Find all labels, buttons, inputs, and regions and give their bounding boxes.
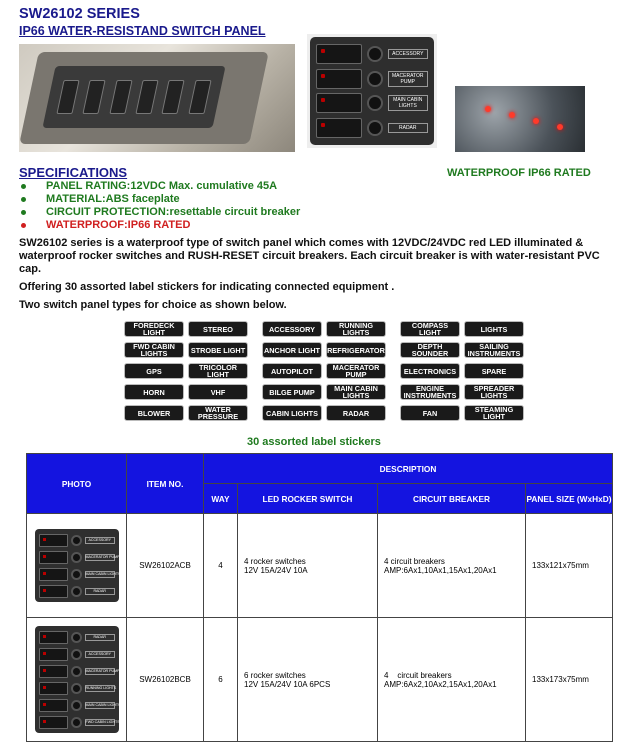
rocker-switch bbox=[39, 568, 68, 581]
bullet-icon bbox=[21, 210, 26, 215]
header-way: WAY bbox=[204, 484, 238, 514]
label-sticker: COMPASS LIGHT bbox=[400, 321, 460, 337]
spec-item: MATERIAL:ABS faceplate bbox=[21, 193, 300, 206]
circuit-breaker: 4 circuit breakers AMP:6Ax1,10Ax1,15Ax1,20Ax1 bbox=[378, 514, 526, 618]
mini-switch-row bbox=[39, 698, 121, 712]
mini-switch-row bbox=[39, 664, 120, 678]
bullet-icon bbox=[21, 184, 26, 189]
label-sticker: ACCESSORY bbox=[262, 321, 322, 337]
panel-label: ACCESSORY bbox=[85, 537, 115, 544]
panel-label: MAIN CABIN LIGHTS bbox=[85, 702, 121, 707]
label-sticker: STROBE LIGHT bbox=[188, 342, 248, 358]
led-rocker-switch: 6 rocker switches 12V 15A/24V 10A 6PCS bbox=[238, 618, 378, 742]
label-sticker: FWD CABIN LIGHTS bbox=[124, 342, 184, 358]
header-item-no: ITEM NO. bbox=[127, 454, 204, 514]
spec-item: PANEL RATING:12VDC Max. cumulative 45A bbox=[21, 180, 300, 193]
label-sticker: FAN bbox=[400, 405, 460, 421]
boat-installation-photo bbox=[19, 44, 295, 152]
label-sticker: CABIN LIGHTS bbox=[262, 405, 322, 421]
panel-label: MAIN CABIN LIGHTS bbox=[85, 571, 121, 576]
header-description: DESCRIPTION bbox=[204, 454, 613, 484]
circuit-breaker-knob bbox=[71, 666, 82, 677]
rocker-switch bbox=[39, 682, 68, 695]
label-sticker: MAIN CABIN LIGHTS bbox=[326, 384, 386, 400]
label-sticker: LIGHTS bbox=[464, 321, 524, 337]
label-sticker: HORN bbox=[124, 384, 184, 400]
panel-label: RADAR bbox=[85, 588, 115, 595]
label-sticker: SPREADER LIGHTS bbox=[464, 384, 524, 400]
label-sticker: DEPTH SOUNDER bbox=[400, 342, 460, 358]
rocker-switch bbox=[39, 534, 69, 547]
header-circuit-breaker: CIRCUIT BREAKER bbox=[378, 484, 526, 514]
header-panel-size: PANEL SIZE (WxHxD) bbox=[526, 484, 613, 514]
types-paragraph: Two switch panel types for choice as shown below. bbox=[19, 299, 287, 311]
circuit-breaker-knob bbox=[71, 535, 82, 546]
circuit-breaker-knob bbox=[71, 569, 82, 580]
stickers-caption: 30 assorted label stickers bbox=[247, 436, 381, 448]
spec-item: CIRCUIT PROTECTION:resettable circuit breaker bbox=[21, 206, 300, 219]
label-sticker: MACERATOR PUMP bbox=[326, 363, 386, 379]
circuit-breaker: 4 circuit breakers AMP:6Ax2,10Ax2,15Ax1,20Ax1 bbox=[378, 618, 526, 742]
label-sticker: REFRIGERATOR bbox=[326, 342, 386, 358]
label-sticker: ANCHOR LIGHT bbox=[262, 342, 322, 358]
table-row bbox=[27, 618, 613, 742]
rocker-switch bbox=[39, 665, 68, 678]
offering-paragraph: Offering 30 assorted label stickers for indicating connected equipment . bbox=[19, 281, 395, 293]
product-photo bbox=[27, 514, 127, 618]
specifications-list bbox=[21, 180, 300, 232]
spec-item: WATERPROOF:IP66 RATED bbox=[21, 219, 300, 232]
label-sticker: STEAMING LIGHT bbox=[464, 405, 524, 421]
label-sticker: GPS bbox=[124, 363, 184, 379]
way-count: 4 bbox=[204, 514, 238, 618]
panel-label: RADAR bbox=[85, 634, 115, 641]
table-row bbox=[27, 514, 613, 618]
label-sticker: VHF bbox=[188, 384, 248, 400]
rocker-switch bbox=[39, 551, 68, 564]
led-rocker-switch: 4 rocker switches 12V 15A/24V 10A bbox=[238, 514, 378, 618]
rocker-switch bbox=[39, 699, 68, 712]
mini-switch-row bbox=[39, 647, 115, 661]
panel-size: 133x121x75mm bbox=[526, 514, 613, 618]
circuit-breaker-knob bbox=[71, 717, 82, 728]
item-no: SW26102ACB bbox=[127, 514, 204, 618]
panel-label: FWD CABIN LIGHTS bbox=[85, 719, 120, 724]
product-photo bbox=[27, 618, 127, 742]
way-count: 6 bbox=[204, 618, 238, 742]
label-sticker: ELECTRONICS bbox=[400, 363, 460, 379]
header-led-rocker-switch: LED ROCKER SWITCH bbox=[238, 484, 378, 514]
mini-switch-row bbox=[39, 567, 121, 581]
circuit-breaker-knob bbox=[71, 586, 82, 597]
circuit-breaker-knob bbox=[71, 649, 82, 660]
panel-label: ACCESSORY bbox=[388, 49, 428, 59]
mini-switch-row bbox=[39, 533, 115, 547]
item-no: SW26102BCB bbox=[127, 618, 204, 742]
specifications-heading: SPECIFICATIONS bbox=[19, 165, 128, 180]
panel-size: 133x173x75mm bbox=[526, 618, 613, 742]
label-sticker: FOREDECK LIGHT bbox=[124, 321, 184, 337]
header-photo: PHOTO bbox=[27, 454, 127, 514]
label-sticker: AUTOPILOT bbox=[262, 363, 322, 379]
label-sticker: RADAR bbox=[326, 405, 386, 421]
waterproof-caption: WATERPROOF IP66 RATED bbox=[447, 167, 591, 179]
mini-switch-row bbox=[39, 584, 115, 598]
panel-subtitle: IP66 WATER-RESISTAND SWITCH PANEL bbox=[19, 24, 266, 38]
panel-label: MACERATOR PUMP bbox=[85, 554, 120, 559]
label-sticker: SPARE bbox=[464, 363, 524, 379]
panel-label: MACERATOR PUMP bbox=[388, 71, 428, 87]
intro-paragraph: SW26102 series is a waterproof type of switch panel which comes with 12VDC/24VDC red LED illuminated & waterproof rocker switches and RUSH-RESET circuit breakers. Each circuit breaker is with water-resistant PVC cap. bbox=[19, 237, 600, 275]
mini-switch-row bbox=[39, 550, 120, 564]
series-title: SW26102 SERIES bbox=[19, 6, 140, 22]
mini-switch-row bbox=[39, 630, 115, 644]
switch-panel-photo bbox=[307, 34, 437, 148]
rocker-switch bbox=[39, 631, 69, 644]
mini-switch-row bbox=[39, 715, 120, 729]
waterproof-photo bbox=[455, 86, 585, 152]
label-sticker: BLOWER bbox=[124, 405, 184, 421]
label-sticker: TRICOLOR LIGHT bbox=[188, 363, 248, 379]
label-sticker: BILGE PUMP bbox=[262, 384, 322, 400]
panel-label: RADAR bbox=[388, 123, 428, 133]
label-sticker: STEREO bbox=[188, 321, 248, 337]
rocker-switch bbox=[39, 648, 69, 661]
rocker-switch bbox=[39, 585, 69, 598]
panel-label: MAIN CABIN LIGHTS bbox=[388, 95, 428, 111]
circuit-breaker-knob bbox=[71, 683, 82, 694]
circuit-breaker-knob bbox=[71, 700, 82, 711]
bullet-icon bbox=[21, 223, 26, 228]
label-sticker: RUNNING LIGHTS bbox=[326, 321, 386, 337]
panel-label: MACERATOR PUMP bbox=[85, 668, 120, 673]
product-table bbox=[26, 453, 613, 742]
circuit-breaker-knob bbox=[71, 632, 82, 643]
label-sticker: WATER PRESSURE bbox=[188, 405, 248, 421]
bullet-icon bbox=[21, 197, 26, 202]
label-sticker: SAILING INSTRUMENTS bbox=[464, 342, 524, 358]
mini-switch-row bbox=[39, 681, 115, 695]
panel-label: ACCESSORY bbox=[85, 651, 115, 658]
panel-label: RUNNING LIGHTS bbox=[85, 685, 117, 690]
circuit-breaker-knob bbox=[71, 552, 82, 563]
rocker-switch bbox=[39, 716, 68, 729]
label-sticker: ENGINE INSTRUMENTS bbox=[400, 384, 460, 400]
